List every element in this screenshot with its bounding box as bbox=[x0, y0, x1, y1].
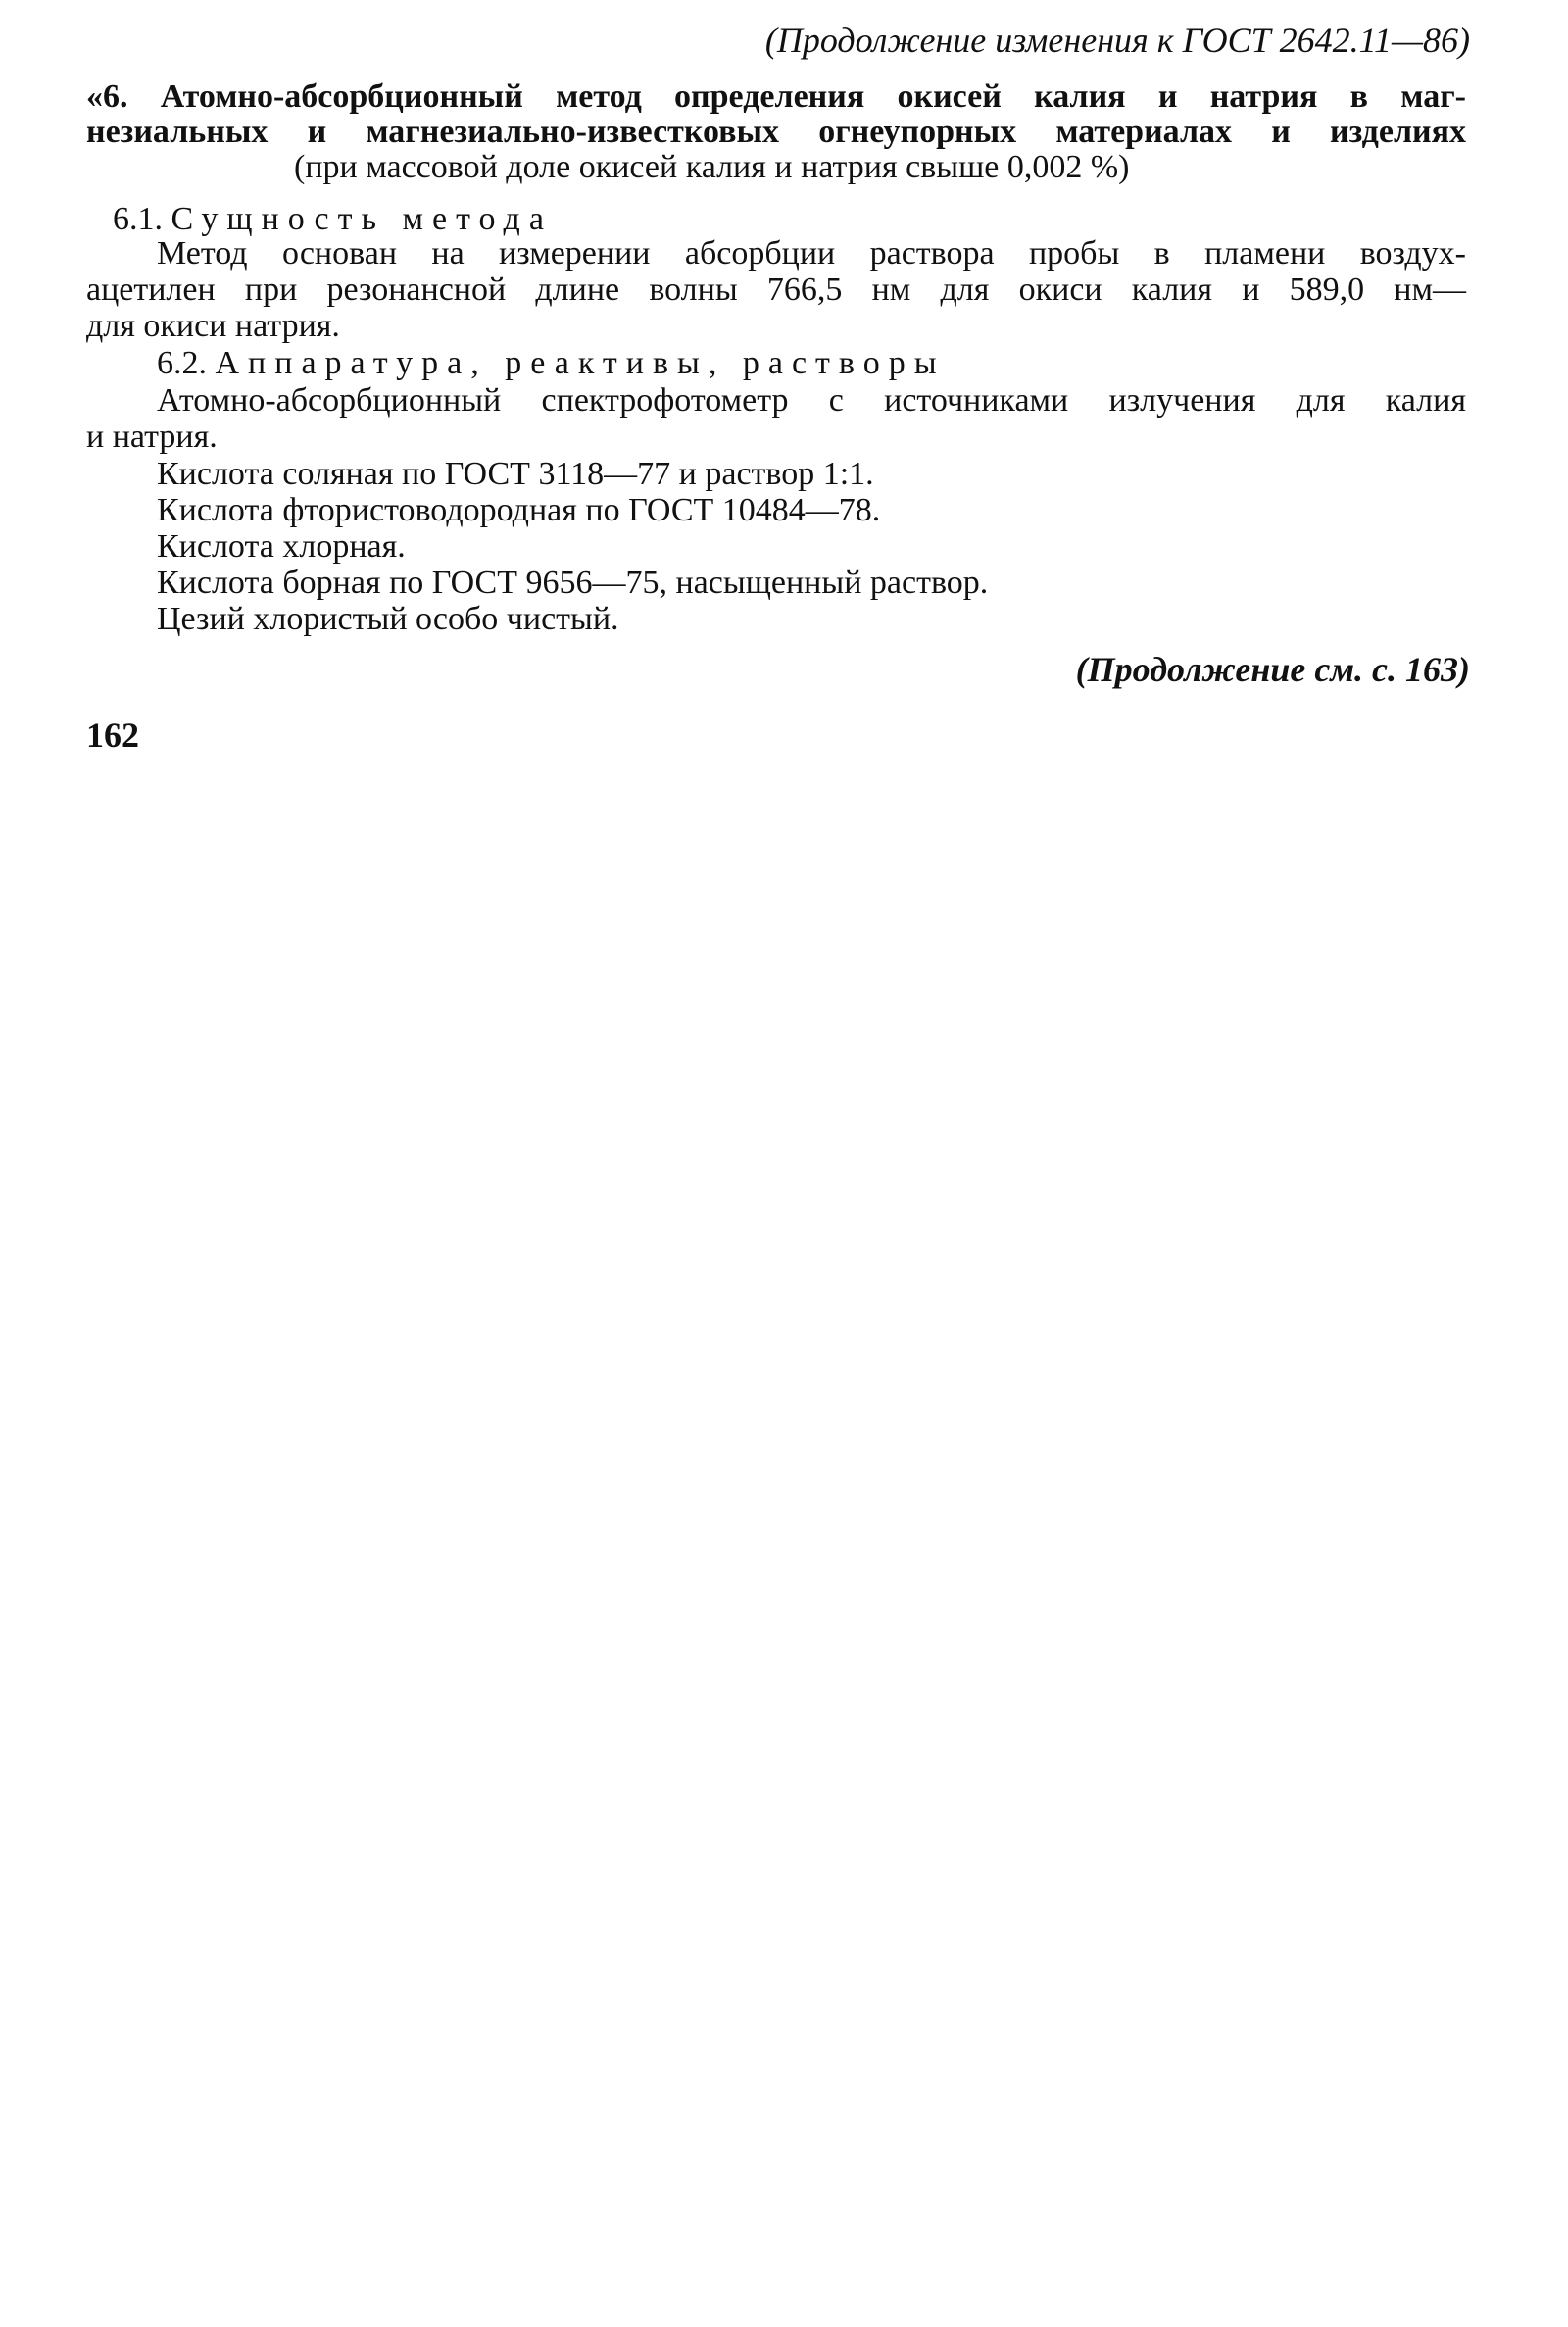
paragraph-6-1-line-3: для окиси натрия. bbox=[86, 308, 340, 344]
reagent-item: Кислота соляная по ГОСТ 3118—77 и раствор 1:1. bbox=[157, 456, 874, 492]
page-number: 162 bbox=[86, 716, 139, 755]
subsection-6-2-number: 6.2. bbox=[157, 345, 207, 381]
subsection-6-1-heading bbox=[113, 201, 553, 238]
reagent-item: Цезий хлористый особо чистый. bbox=[157, 601, 619, 637]
subsection-6-2-heading bbox=[157, 345, 946, 382]
paragraph-6-1-line-2: ацетилен при резонансной длине волны 766,5 нм для окиси калия и 589,0 нм— bbox=[86, 272, 1466, 308]
paragraph-6-1-line-1: Метод основан на измерении абсорбции раствора пробы в пламени воздух- bbox=[157, 235, 1466, 272]
paragraph-6-2-line-1: Атомно-абсорбционный спектрофотометр с источниками излучения для калия bbox=[157, 382, 1466, 419]
section-subtitle: (при массовой доле окисей калия и натрия свыше 0,002 %) bbox=[294, 149, 1130, 185]
header-continuation: (Продолжение изменения к ГОСТ 2642.11—86) bbox=[764, 21, 1470, 60]
reagent-item: Кислота борная по ГОСТ 9656—75, насыщенный раствор. bbox=[157, 565, 989, 601]
reagent-item: Кислота фтористоводородная по ГОСТ 10484—78. bbox=[157, 492, 881, 528]
section-title-line-2: незиальных и магнезиально-известковых огнеупорных материалах и изделиях bbox=[86, 114, 1466, 150]
subsection-6-2-title: Аппаратура, реактивы, растворы bbox=[215, 345, 946, 381]
section-title-line-1: «6. Атомно-абсорбционный метод определения окисей калия и натрия в маг- bbox=[86, 78, 1466, 115]
subsection-6-1-number: 6.1. bbox=[113, 201, 163, 237]
footer-continuation: (Продолжение см. с. 163) bbox=[1075, 650, 1470, 689]
subsection-6-1-title: Сущность метода bbox=[171, 201, 553, 237]
paragraph-6-2-line-2: и натрия. bbox=[86, 419, 218, 455]
reagent-item: Кислота хлорная. bbox=[157, 528, 406, 565]
